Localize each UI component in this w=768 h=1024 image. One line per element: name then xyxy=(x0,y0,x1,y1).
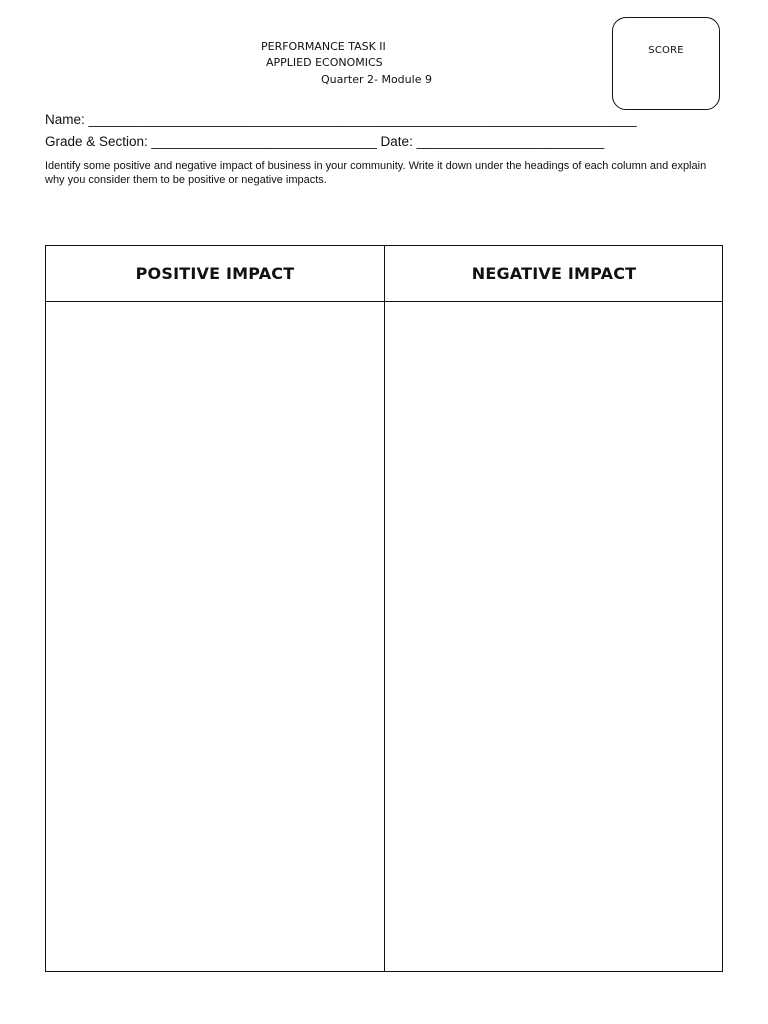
quarter-module: Quarter 2- Module 9 xyxy=(321,73,432,86)
name-field: Name: _________________________________________________________________________ xyxy=(45,112,637,127)
instructions-text: Identify some positive and negative impact of business in your community. Write it down under the headings of each column and explain why you consider them to be positive or negative impacts. xyxy=(45,160,707,186)
subject-title: APPLIED ECONOMICS xyxy=(266,56,383,69)
grade-section-date-field: Grade & Section: ______________________________ Date: _________________________ xyxy=(45,134,605,149)
score-label: SCORE xyxy=(648,45,684,56)
impact-table xyxy=(45,245,723,972)
positive-impact-header: POSITIVE IMPACT xyxy=(135,264,295,283)
worksheet-title: PERFORMANCE TASK II xyxy=(261,40,386,53)
positive-impact-answer-area xyxy=(46,302,384,971)
negative-impact-header: NEGATIVE IMPACT xyxy=(471,264,637,283)
score-box xyxy=(612,17,720,110)
negative-impact-answer-area xyxy=(385,302,723,971)
